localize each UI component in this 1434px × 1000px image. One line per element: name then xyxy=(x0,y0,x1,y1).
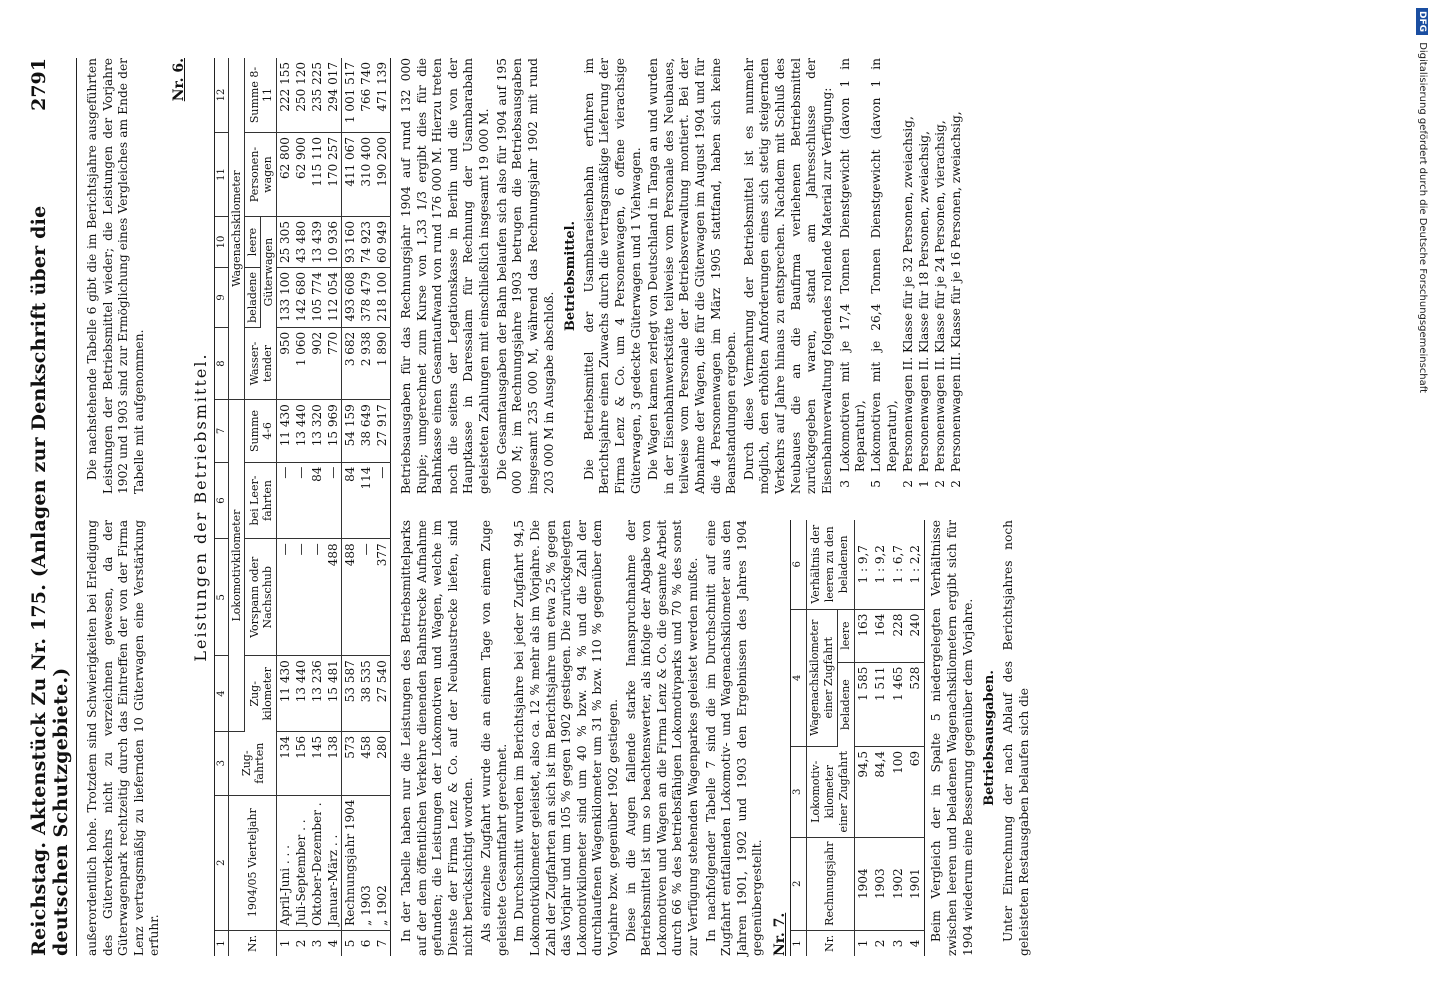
t7-header-nr: Nr. xyxy=(806,930,854,956)
table-cell: 138 xyxy=(325,731,342,795)
table-cell: 93 160 xyxy=(342,217,359,268)
t7-colnum: 6 xyxy=(790,520,806,609)
table-cell: 13 320 xyxy=(309,400,325,462)
table-cell: 250 120 xyxy=(293,58,309,133)
list-item-count: 5 xyxy=(869,480,884,488)
table-cell: 3 xyxy=(310,939,325,948)
left-p2: Als einzelne Zugfahrt wurde die an einem Tage von einem Zuge geleistete Gesamtfahrt gerechnet. xyxy=(479,520,509,956)
t6-header-period: 1904/05 Vierteljahr xyxy=(229,795,277,930)
table-cell: 43 480 xyxy=(293,217,309,268)
table-cell: 7 xyxy=(375,939,390,948)
t6-header-vorspann: Vorspann oder Nachschub xyxy=(245,539,277,656)
table-cell: 84 xyxy=(342,462,359,539)
table6 xyxy=(214,58,391,956)
table-cell: 240 xyxy=(907,609,925,662)
list-item-text: Personenwagen II. Klasse für 18 Personen, zweiachsig, xyxy=(916,131,931,472)
table-cell: 528 xyxy=(907,662,925,746)
table7-column-numbers xyxy=(790,520,806,956)
table-cell: 27 540 xyxy=(374,656,391,732)
list-item xyxy=(949,58,965,494)
table-cell: 4 xyxy=(326,939,341,948)
table-cell: — xyxy=(374,462,391,539)
t7-colnum: 3 xyxy=(790,746,806,837)
table-cell: 10 936 xyxy=(325,217,342,268)
table-cell: Januar-März . . xyxy=(325,795,342,930)
list-item xyxy=(838,58,870,494)
right-column xyxy=(399,58,1034,494)
t6-header-wassertender: Wasser-tender xyxy=(245,327,277,399)
table-cell: 218 100 xyxy=(374,268,391,328)
table-cell: 2 xyxy=(873,939,888,948)
table-cell: 13 439 xyxy=(309,217,325,268)
table-cell: 766 740 xyxy=(358,58,374,133)
header-title: Reichstag. Aktenstück Zu Nr. 175. (Anlagen zur Denkschrift über die deutschen Schutzgebiete.) xyxy=(28,205,72,956)
table-cell: 4 xyxy=(908,939,923,948)
table-cell: 280 xyxy=(374,731,391,795)
table-cell: — xyxy=(325,462,342,539)
t6-header-beladene: beladene xyxy=(245,268,261,328)
table-cell: 228 xyxy=(890,609,907,662)
table-cell: 11 430 xyxy=(277,656,294,732)
t6-colnum: 12 xyxy=(215,58,229,133)
right-p1: Betriebsausgaben für das Rechnungsjahr 1904 auf rund 132 000 Rupie; umgerechnet zum Kurse von 1,33 1/3 ergibt dies für die Bahnkasse einen Gesamtaufwand von rund 176 000 M. Hierzu treten noch die seitens der Legationskasse in Berlin und die von der Hauptkasse in Daressalam für Rechnung der Usambarabahn geleisteten Zahlungen mit einschließlich insgesamt 19 000 M. xyxy=(399,58,492,494)
table-cell: 1904 xyxy=(855,837,873,930)
table-cell: Rechnungsjahr 1904 xyxy=(342,795,359,930)
table-cell: 15 481 xyxy=(325,656,342,732)
intro-right-paragraph: Die nachstehende Tabelle 6 gibt die im Berichtsjahre ausgeführten Leistungen der Betriebsmittel wieder; die Leistungen der Vorjahre 1902 und 1903 sind zur Ermöglichung eines Vergleiches am Ende der Tabelle mit aufgenommen. xyxy=(85,58,146,494)
table-cell: 145 xyxy=(309,731,325,795)
intro-left-paragraph: außerordentlich hohe. Trotzdem sind Schwierigkeiten bei Erledigung des Güterverkehrs nicht zu verzeichnen gewesen, da der Güterwagenpark rechtzeitig durch das Eintreffen der von der Firma Lenz vertragsmäßig zu liefernden 10 Güterwagen eine Verstärkung erfuhr. xyxy=(85,520,162,956)
table-cell: 62 800 xyxy=(277,133,294,217)
body-columns xyxy=(399,58,1034,956)
table-row xyxy=(890,520,907,956)
t7-colnum: 4 xyxy=(790,609,806,746)
table-cell: 3 682 xyxy=(342,327,359,399)
table-cell: 53 587 xyxy=(342,656,359,732)
table-cell: 25 305 xyxy=(277,217,294,268)
table-cell: 770 xyxy=(325,327,342,399)
table-cell: 1 511 xyxy=(872,662,889,746)
table-cell: 142 680 xyxy=(293,268,309,328)
table-cell: 54 159 xyxy=(342,400,359,462)
table-cell: 38 535 xyxy=(358,656,374,732)
table-cell: 100 xyxy=(890,746,907,837)
t7-header-jahr: Rechnungsjahr xyxy=(806,837,854,930)
table-cell: 235 225 xyxy=(309,58,325,133)
table-cell: 1 : 2,2 xyxy=(907,520,925,609)
t7-group-wagen: Wagenachskilometer einer Zugfahrt xyxy=(806,609,837,746)
table-cell: — xyxy=(277,539,294,656)
table-cell: 13 236 xyxy=(309,656,325,732)
table6-body xyxy=(277,58,391,956)
t6-header-nr: Nr. xyxy=(229,930,277,956)
table-cell: 1 : 6,7 xyxy=(890,520,907,609)
list-item-count: 2 xyxy=(900,480,915,488)
table-cell: 69 xyxy=(907,746,925,837)
t6-header-leerfahrten: bei Leer-fahrten xyxy=(245,462,277,539)
t6-group-gueter: Güterwagen xyxy=(261,217,277,328)
left-column xyxy=(399,520,1034,956)
table-row xyxy=(872,520,889,956)
table-cell: 493 608 xyxy=(342,268,359,328)
table-cell: 164 xyxy=(872,609,889,662)
left-p6: Unter Einrechnung der nach Ablauf des Berichtsjahres noch geleisteten Restausgaben belaufen sich die xyxy=(1000,520,1031,956)
table-cell: 2 938 xyxy=(358,327,374,399)
list-item-text: Personenwagen III. Klasse für je 16 Personen, zweiachsig, xyxy=(948,111,963,472)
t6-colnum: 5 xyxy=(215,539,229,656)
table6-column-numbers xyxy=(215,58,229,956)
list-item xyxy=(869,58,901,494)
table-cell: 573 xyxy=(342,731,359,795)
right-p4: Die Wagen kamen zerlegt von Deutschland in Tanga an und wurden in der Eisenbahnwerkstätte teilweise vom Personale des Neubaues, teilweise vom Personale der Betriebsverwaltung montiert. Bei der Abnahme der Wagen, die für die Güterwagen im August 1904 und für die 4 Personenwagen im März 1905 stattfand, haben sich keine Beanstandungen ergeben. xyxy=(646,58,739,494)
table-cell: 1903 xyxy=(872,837,889,930)
table-cell: — xyxy=(358,539,374,656)
table-row xyxy=(374,58,391,956)
table-cell: 11 430 xyxy=(277,400,294,462)
t6-colnum: 4 xyxy=(215,656,229,732)
page-number: 2791 xyxy=(28,58,50,111)
t6-group-loko: Lokomotivkilometer xyxy=(229,400,245,732)
list-item-count: 2 xyxy=(948,480,963,488)
table-cell: 94,5 xyxy=(855,746,873,837)
intro-columns xyxy=(85,58,165,956)
t6-header-zugkilometer: Zug-kilometer xyxy=(245,656,277,732)
table-cell: 84,4 xyxy=(872,746,889,837)
table-cell: — xyxy=(293,539,309,656)
left-p3: Im Durchschnitt wurden im Berichtsjahre bei jeder Zugfahrt 94,5 Lokomotivkilometer geleistet, also ca. 12 % mehr als im Vorjahre. Die Zahl der Zugfahrten an sich ist im Berichtsjahre um etwa 25 % gegen das Vorjahr und um 105 % gegen 1902 gestiegen. Die zurückgelegten Lokomotivkilometer sind um 40 % bzw. 94 % und die Zahl der durchlaufenen Wagenkilometer um 31 % bzw. 110 % gegenüber dem Vorjahre bzw. gegenüber 1902 gestiegen. xyxy=(512,520,620,956)
table-cell: 15 969 xyxy=(325,400,342,462)
table-cell: 1 : 9,2 xyxy=(872,520,889,609)
list-item-text: Personenwagen II. Klasse für je 24 Personen, vierachsig, xyxy=(932,120,947,472)
betriebsausgaben-heading: Betriebsausgaben. xyxy=(982,670,998,806)
table-cell: 134 xyxy=(277,731,294,795)
table-cell: 105 774 xyxy=(309,268,325,328)
table-cell: 2 xyxy=(294,939,309,948)
t6-colnum: 10 xyxy=(215,217,229,268)
t7-header-verh: Verhältnis der leeren zu den beladenen xyxy=(806,520,854,609)
table-cell: 471 139 xyxy=(374,58,391,133)
list-item-count: 1 xyxy=(916,480,931,488)
table-cell: 114 xyxy=(358,462,374,539)
t6-colnum: 3 xyxy=(215,731,229,795)
table-cell: 13 440 xyxy=(293,656,309,732)
table7-number: Nr. 7. xyxy=(772,912,789,956)
table-cell: 902 xyxy=(309,327,325,399)
table-cell: 170 257 xyxy=(325,133,342,217)
table-cell: 1 585 xyxy=(855,662,873,746)
right-p5: Durch diese Vermehrung der Betriebsmittel ist es nunmehr möglich, den erhöhten Anforderungen eines sich stetig steigernden Verkehrs auf Jahre hinaus zu entsprechen. Nachdem mit Schluß des Neubaues die an die Baufirma verliehenen Betriebsmittel zurückgegeben waren, stand am Jahresschlusse der Eisenbahnverwaltung folgendes rollende Material zur Verfügung: xyxy=(741,58,834,494)
table-cell: 13 440 xyxy=(293,400,309,462)
table-cell: 1 001 517 xyxy=(342,58,359,133)
table-cell: 38 649 xyxy=(358,400,374,462)
table-cell: 1 xyxy=(856,939,870,948)
dfg-logo: DFG xyxy=(1416,8,1428,35)
table7-body xyxy=(855,520,925,956)
list-item-count: 2 xyxy=(932,480,947,488)
table-cell: 310 400 xyxy=(358,133,374,217)
table-cell: 84 xyxy=(309,462,325,539)
page-header xyxy=(28,58,77,956)
table-cell: 377 xyxy=(374,539,391,656)
table6-title: Leistungen der Betriebsmittel. xyxy=(191,352,211,662)
betriebsmittel-heading: Betriebsmittel. xyxy=(563,220,579,332)
list-item-count: 3 xyxy=(837,480,852,488)
table-row xyxy=(277,58,294,956)
t6-colnum: 6 xyxy=(215,462,229,539)
table-cell: 5 xyxy=(342,930,359,956)
t6-header-zugfahrten: Zug-fahrten xyxy=(229,731,277,795)
t6-group-wagen: Wagenachskilometer xyxy=(229,58,245,400)
t7-header-beladene: beladene xyxy=(837,662,854,746)
table-cell: „ 1903 xyxy=(358,795,374,930)
table-row xyxy=(855,520,873,956)
table-cell: 488 xyxy=(325,539,342,656)
table-row xyxy=(293,58,309,956)
left-p4: Diese in die Augen fallende starke Inanspruchnahme der Betriebsmittel ist um so beachtenswerter, als infolge der Abgabe von Lokomotiven und Wagen an die Firma Lenz & Co. die gesamte Arbeit durch 66 % des betriebsfähigen Lokomotivparks und 70 % des sonst zur Verfügung stehenden Wagenparkes geleistet werden mußte. xyxy=(623,520,701,956)
t6-header-summe811: Summe 8-11 xyxy=(245,58,277,133)
list-item-text: Lokomotiven mit je 26,4 Tonnen Dienstgewicht (davon 1 in Reparatur), xyxy=(869,58,900,472)
table-cell: 27 917 xyxy=(374,400,391,462)
table-cell: 3 xyxy=(890,939,905,948)
table6-number: Nr. 6. xyxy=(171,58,188,102)
table-cell: 62 900 xyxy=(293,133,309,217)
t6-colnum: 7 xyxy=(215,400,229,462)
table-cell: 190 200 xyxy=(374,133,391,217)
table-cell: 133 100 xyxy=(277,268,294,328)
table-cell: 60 949 xyxy=(374,217,391,268)
t6-header-personenwagen: Personen-wagen xyxy=(245,133,277,217)
list-item-text: Lokomotiven mit je 17,4 Tonnen Dienstgewicht (davon 1 in Reparatur), xyxy=(837,58,868,472)
right-p3: Die Betriebsmittel der Usambaraeisenbahn erfuhren im Berichtsjahre einen Zuwachs durch die vertragsmäßige Lieferung der Firma Lenz & Co. um 4 Personenwagen, 6 offene vierachsige Güterwagen, 3 gedeckte Güterwagen und 1 Viehwagen. xyxy=(581,58,643,494)
t6-colnum: 1 xyxy=(215,930,229,956)
t6-colnum: 8 xyxy=(215,327,229,399)
table-cell: 950 xyxy=(277,327,294,399)
table-cell: — xyxy=(309,539,325,656)
table-cell: April-Juni . . . xyxy=(277,795,294,930)
table-row xyxy=(907,520,925,956)
table-cell: 1 060 xyxy=(293,327,309,399)
rolling-stock-list xyxy=(838,58,965,494)
table-cell: 6 xyxy=(359,939,374,948)
table-row xyxy=(358,58,374,956)
table-cell: 1 : 9,7 xyxy=(855,520,873,609)
table-cell: 1 xyxy=(278,939,293,948)
table-cell: 112 054 xyxy=(325,268,342,328)
t7-header-leere: leere xyxy=(837,609,854,662)
table-cell: 378 479 xyxy=(358,268,374,328)
t6-colnum: 2 xyxy=(215,795,229,930)
list-item xyxy=(917,58,933,494)
list-item-text: Personenwagen II. Klasse für je 32 Personen, zweiachsig, xyxy=(900,116,915,472)
right-p2: Die Gesamtausgaben der Bahn belaufen sich also für 1904 auf 195 000 M; im Rechnungsjahre 1903 betrugen die Betriebsausgaben insgesamt 235 000 M, während das Rechnungsjahr 1902 mit rund 203 000 M in Ausgabe abschloß. xyxy=(494,58,556,494)
t7-colnum: 1 xyxy=(790,930,806,956)
table-cell: Oktober-Dezember . xyxy=(309,795,325,930)
table-cell: 222 155 xyxy=(277,58,294,133)
table-row xyxy=(325,58,342,956)
t7-header-loko: Lokomotiv-kilometer einer Zugfahrt xyxy=(806,746,854,837)
table-cell: 163 xyxy=(855,609,873,662)
table-cell: Juli-September . . xyxy=(293,795,309,930)
list-item xyxy=(901,58,917,494)
t6-header-leere: leere xyxy=(245,217,261,268)
table-cell: — xyxy=(277,462,294,539)
table-cell: — xyxy=(293,462,309,539)
table7 xyxy=(790,520,925,956)
list-item xyxy=(933,58,949,494)
digitization-credit xyxy=(1416,8,1428,393)
left-p5: In nachfolgender Tabelle 7 sind die im Durchschnitt auf eine Zugfahrt entfallenden Lokomotiv- und Wagenachskilometer aus den Jahren 1901, 1902 und 1903 den Ergebnissen des Jahres 1904 gegenübergestellt. xyxy=(703,520,765,956)
left-p1: In der Tabelle haben nur die Leistungen des Betriebsmittelparks auf der dem öffentlichen Verkehre dienenden Bahnstrecke Aufnahme gefunden; die Leistungen der Lokomotiven und Wagen, welche im Dienste der Firma Lenz & Co. auf der Neubaustrecke liefen, sind nicht berücksichtigt worden. xyxy=(399,520,476,956)
left-after-t7: Beim Vergleich der in Spalte 5 niedergelegten Verhältnisse zwischen leeren und beladenen Wagenachskilometern ergibt sich für 1904 wiederum eine Besserung gegenüber dem Vorjahre. xyxy=(929,520,975,956)
table-cell: 1 465 xyxy=(890,662,907,746)
t6-colnum: 9 xyxy=(215,268,229,328)
table-cell: 1902 xyxy=(890,837,907,930)
table-row xyxy=(342,58,359,956)
t6-colnum: 11 xyxy=(215,133,229,217)
table-cell: 458 xyxy=(358,731,374,795)
table-row xyxy=(309,58,325,956)
table-cell: 1 890 xyxy=(374,327,391,399)
table-cell: 1901 xyxy=(907,837,925,930)
table-cell: 294 017 xyxy=(325,58,342,133)
table-cell: 411 067 xyxy=(342,133,359,217)
table-cell: 156 xyxy=(293,731,309,795)
t7-colnum: 2 xyxy=(790,837,806,930)
credit-text: Digitalisierung gefördert durch die Deutsche Forschungsgemeinschaft xyxy=(1417,42,1428,394)
table-cell: 115 110 xyxy=(309,133,325,217)
table-cell: 74 923 xyxy=(358,217,374,268)
table-cell: 488 xyxy=(342,539,359,656)
table-cell: „ 1902 xyxy=(374,795,391,930)
t6-header-summe46: Summe 4-6 xyxy=(245,400,277,462)
